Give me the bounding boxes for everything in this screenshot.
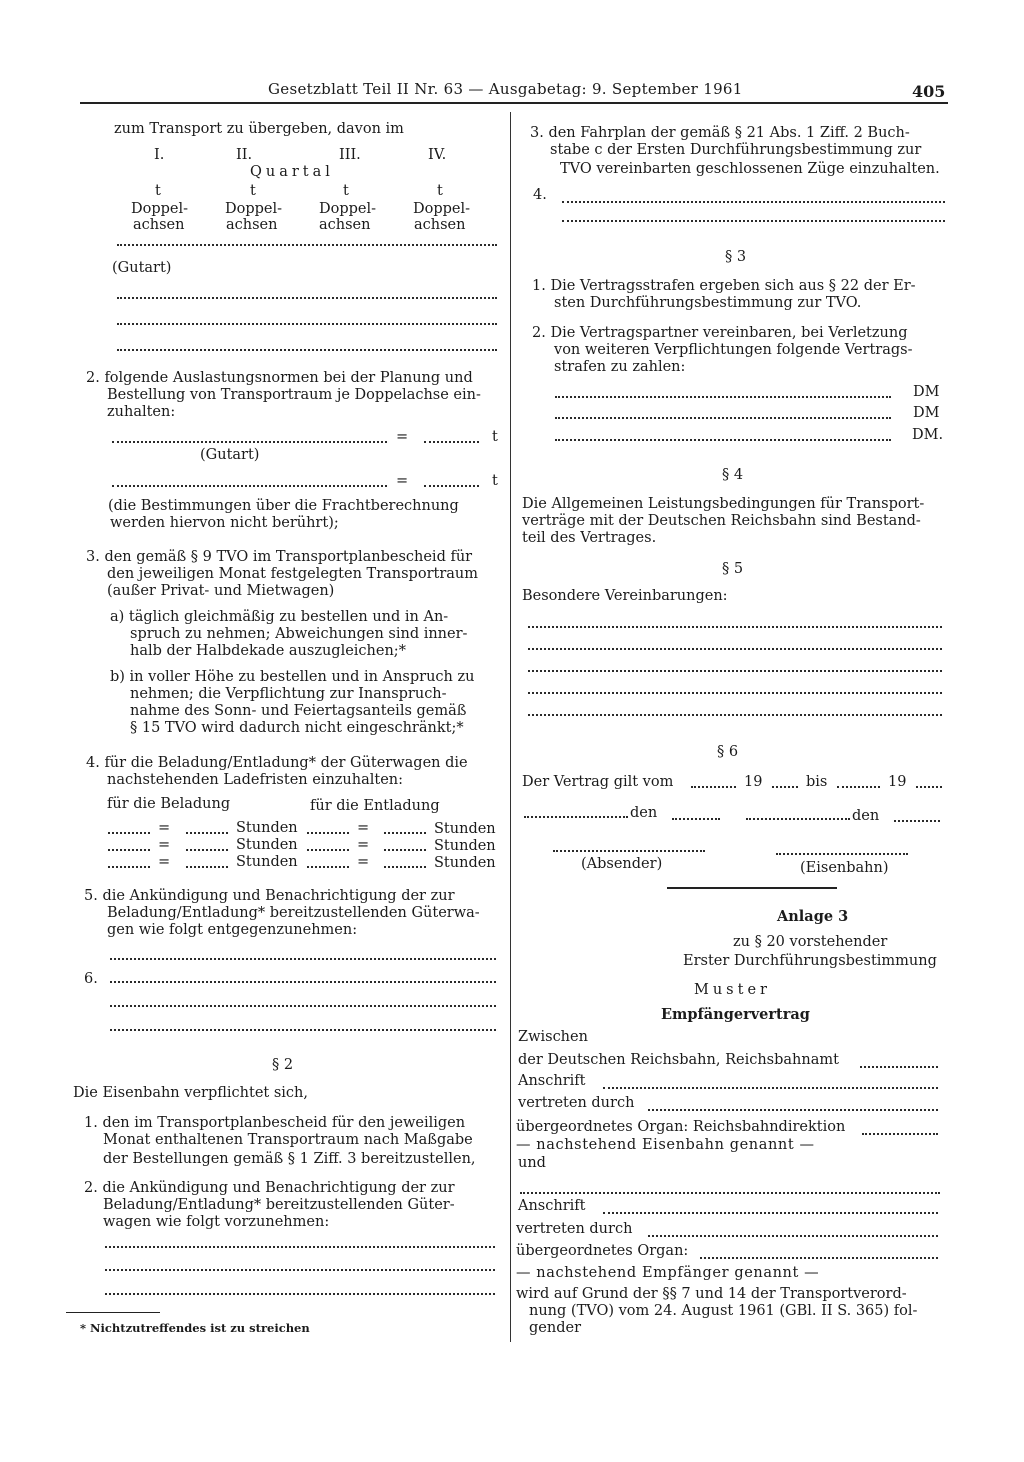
note-line: (die Bestimmungen über die Frachtberechnung <box>108 498 459 514</box>
quarter-4: IV. <box>428 147 447 163</box>
section-4-heading: § 4 <box>722 467 744 483</box>
reichsbahn-label: der Deutschen Reichsbahn, Reichsbahnamt <box>518 1052 839 1068</box>
dotted-line <box>603 1087 938 1089</box>
item-5-line: gen wie folgt entgegenzunehmen: <box>107 922 358 938</box>
dotted-line <box>110 1005 496 1007</box>
vertrag-gilt-label: Der Vertrag gilt vom <box>522 774 674 790</box>
right-item-4: 4. <box>533 187 547 203</box>
dotted-line <box>186 849 228 851</box>
quartal-label: Quartal <box>250 164 334 180</box>
doppel-label: Doppel- <box>413 201 471 217</box>
dotted-line <box>691 786 736 788</box>
dotted-line <box>672 818 720 820</box>
column-divider <box>510 112 511 1342</box>
dotted-line <box>110 958 496 960</box>
item-5-line: Beladung/Entladung* bereitzustellenden Güterwa- <box>107 905 480 921</box>
achsen-label: achsen <box>319 217 371 233</box>
achsen-label: achsen <box>226 217 278 233</box>
equals-sign: = <box>357 854 370 870</box>
unit-t: t <box>437 183 443 199</box>
dotted-line <box>424 485 479 487</box>
dotted-line <box>916 786 942 788</box>
dotted-line <box>562 201 945 203</box>
signature-line <box>553 850 705 852</box>
dotted-line <box>528 714 942 716</box>
eisenbahn-item-1-line: 1. den im Transportplanbescheid für den jeweiligen <box>84 1115 466 1131</box>
bis-label: bis <box>806 774 828 790</box>
currency-dm: DM <box>913 405 940 421</box>
item-6: 6. <box>84 971 98 987</box>
dotted-line <box>105 1246 495 1248</box>
section-rule <box>667 887 837 889</box>
den-label: den <box>630 805 658 821</box>
year-prefix: 19 <box>744 774 763 790</box>
dotted-line <box>117 323 497 325</box>
contract-title: Empfängervertrag <box>661 1006 810 1023</box>
vertreten-label: vertreten durch <box>516 1221 633 1237</box>
beladung-label: für die Beladung <box>107 796 231 812</box>
section-5-heading: § 5 <box>722 561 744 577</box>
item-2-line: Bestellung von Transportraum je Doppelachse ein- <box>107 387 481 403</box>
dotted-line <box>528 670 942 672</box>
year-prefix: 19 <box>888 774 907 790</box>
absender-label: (Absender) <box>581 856 663 872</box>
dotted-line <box>528 648 942 650</box>
dotted-line <box>110 981 496 983</box>
section-3-item-1-line: sten Durchführungsbestimmung zur TVO. <box>554 295 862 311</box>
right-item-3-line: stabe c der Ersten Durchführungsbestimmung zur <box>550 142 922 158</box>
dotted-line <box>384 866 426 868</box>
note-line: werden hiervon nicht berührt); <box>110 515 339 531</box>
item-3-line: (außer Privat- und Mietwagen) <box>107 583 335 599</box>
final-text-line: gender <box>529 1320 581 1336</box>
unit-t: t <box>343 183 349 199</box>
item-3b-line: nahme des Sonn- und Feiertagsanteils gemäß <box>130 703 467 719</box>
dotted-line <box>700 1257 938 1259</box>
equals-sign: = <box>396 429 409 445</box>
unit-t: t <box>155 183 161 199</box>
intro-text: zum Transport zu übergeben, davon im <box>114 121 404 137</box>
dotted-line <box>105 1269 495 1271</box>
item-4-line: nachstehenden Ladefristen einzuhalten: <box>107 772 404 788</box>
quarter-3: III. <box>339 147 361 163</box>
eisenbahn-item-2-line: Beladung/Entladung* bereitzustellenden Güter- <box>103 1197 455 1213</box>
unit-t: t <box>250 183 256 199</box>
organ-label: übergeordnetes Organ: Reichsbahndirektion <box>516 1119 846 1135</box>
page-header-title: Gesetzblatt Teil II Nr. 63 — Ausgabetag: 9. September 1961 <box>268 80 743 98</box>
stunden-label: Stunden <box>434 855 496 871</box>
doppel-label: Doppel- <box>131 201 189 217</box>
eisenbahn-item-1-line: der Bestellungen gemäß § 1 Ziff. 3 bereitzustellen, <box>103 1151 476 1167</box>
dotted-line <box>424 441 479 443</box>
currency-dm: DM <box>913 384 940 400</box>
section-2-heading: § 2 <box>272 1057 294 1073</box>
dotted-line <box>108 832 150 834</box>
besondere-label: Besondere Vereinbarungen: <box>522 588 728 604</box>
dotted-line <box>562 220 945 222</box>
item-2-line: 2. folgende Auslastungsnormen bei der Planung und <box>86 370 473 386</box>
equals-sign: = <box>158 820 171 836</box>
section-3-heading: § 3 <box>725 249 747 265</box>
item-3a-line: halb der Halbdekade auszugleichen;* <box>130 643 406 659</box>
equals-sign: = <box>158 854 171 870</box>
dotted-line <box>307 866 349 868</box>
dotted-line <box>772 786 798 788</box>
dotted-line <box>112 485 387 487</box>
eisenbahn-signature-label: (Eisenbahn) <box>800 860 889 876</box>
dotted-line <box>117 244 497 246</box>
footnote-rule <box>66 1312 160 1313</box>
equals-sign: = <box>396 473 409 489</box>
dotted-line <box>555 417 891 419</box>
dotted-line <box>112 441 387 443</box>
stunden-label: Stunden <box>236 837 298 853</box>
section-4-text-line: teil des Vertrages. <box>522 530 657 546</box>
anlage-heading: Anlage 3 <box>777 908 849 925</box>
right-item-3-line: TVO vereinbarten geschlossenen Züge einzuhalten. <box>560 161 940 177</box>
unit-t: t <box>492 429 498 445</box>
eisenbahn-item-1-line: Monat enthaltenen Transportraum nach Maßgabe <box>103 1132 473 1148</box>
item-5-line: 5. die Ankündigung und Benachrichtigung der zur <box>84 888 455 904</box>
section-4-text-line: Die Allgemeinen Leistungsbedingungen für Transport- <box>522 496 925 512</box>
section-3-item-2-line: strafen zu zahlen: <box>554 359 686 375</box>
stunden-label: Stunden <box>434 838 496 854</box>
dotted-line <box>528 626 942 628</box>
dotted-line <box>117 297 497 299</box>
entladung-label: für die Entladung <box>310 798 440 814</box>
quarter-2: II. <box>236 147 253 163</box>
dotted-line <box>108 866 150 868</box>
unit-t: t <box>492 473 498 489</box>
dotted-line <box>110 1029 496 1031</box>
section-6-heading: § 6 <box>717 744 739 760</box>
page-number: 405 <box>912 82 946 101</box>
dotted-line <box>862 1133 938 1135</box>
item-3a-line: spruch zu nehmen; Abweichungen sind inner- <box>130 626 468 642</box>
final-text-line: wird auf Grund der §§ 7 und 14 der Transportverord- <box>516 1286 907 1302</box>
signature-line <box>776 853 908 855</box>
stunden-label: Stunden <box>236 820 298 836</box>
den-label: den <box>852 808 880 824</box>
und-label: und <box>518 1155 546 1171</box>
dotted-line <box>384 849 426 851</box>
dotted-line <box>648 1235 938 1237</box>
eisenbahn-item-2-line: wagen wie folgt vorzunehmen: <box>103 1214 330 1230</box>
eisenbahn-designation: — nachstehend Eisenbahn genannt — <box>516 1137 815 1153</box>
dotted-line <box>603 1212 938 1214</box>
eisenbahn-intro: Die Eisenbahn verpflichtet sich, <box>73 1085 308 1101</box>
dotted-line <box>528 692 942 694</box>
doppel-label: Doppel- <box>319 201 377 217</box>
anschrift-label: Anschrift <box>518 1198 586 1214</box>
section-4-text-line: verträge mit der Deutschen Reichsbahn sind Bestand- <box>522 513 921 529</box>
equals-sign: = <box>357 820 370 836</box>
footnote-text: * Nichtzutreffendes ist zu streichen <box>80 1321 310 1335</box>
item-3-line: den jeweiligen Monat festgelegten Transportraum <box>107 566 478 582</box>
dotted-line <box>555 439 891 441</box>
empfaenger-designation: — nachstehend Empfänger genannt — <box>516 1265 820 1281</box>
vertreten-label: vertreten durch <box>518 1095 635 1111</box>
item-3-line: 3. den gemäß § 9 TVO im Transportplanbescheid für <box>86 549 473 565</box>
dotted-line <box>108 849 150 851</box>
dotted-line <box>105 1293 495 1295</box>
item-3b-line: § 15 TVO wird dadurch nicht eingeschränkt;* <box>130 720 464 736</box>
stunden-label: Stunden <box>434 821 496 837</box>
right-item-3-line: 3. den Fahrplan der gemäß § 21 Abs. 1 Ziff. 2 Buch- <box>530 125 910 141</box>
dotted-line <box>520 1192 940 1194</box>
doppel-label: Doppel- <box>225 201 283 217</box>
dotted-line <box>307 849 349 851</box>
achsen-label: achsen <box>133 217 185 233</box>
anlage-reference: Erster Durchführungsbestimmung <box>683 953 937 969</box>
gutart-label: (Gutart) <box>112 260 172 276</box>
dotted-line <box>894 820 940 822</box>
dotted-line <box>186 866 228 868</box>
equals-sign: = <box>158 837 171 853</box>
item-3b-line: b) in voller Höhe zu bestellen und in Anspruch zu <box>110 669 475 685</box>
zwischen-label: Zwischen <box>518 1029 588 1045</box>
item-3b-line: nehmen; die Verpflichtung zur Inanspruch- <box>130 686 447 702</box>
dotted-line <box>117 349 497 351</box>
item-3a-line: a) täglich gleichmäßig zu bestellen und in An- <box>110 609 449 625</box>
section-3-item-1-line: 1. Die Vertragsstrafen ergeben sich aus § 22 der Er- <box>532 278 916 294</box>
gutart-label: (Gutart) <box>200 447 260 463</box>
section-3-item-2-line: von weiteren Verpflichtungen folgende Vertrags- <box>554 342 913 358</box>
item-2-line: zuhalten: <box>107 404 176 420</box>
dotted-line <box>555 396 891 398</box>
dotted-line <box>860 1066 938 1068</box>
dotted-line <box>186 832 228 834</box>
section-3-item-2-line: 2. Die Vertragspartner vereinbaren, bei Verletzung <box>532 325 908 341</box>
header-rule <box>80 102 948 104</box>
organ-label: übergeordnetes Organ: <box>516 1243 689 1259</box>
dotted-line <box>524 816 628 818</box>
dotted-line <box>384 832 426 834</box>
dotted-line <box>648 1109 938 1111</box>
final-text-line: nung (TVO) vom 24. August 1961 (GBl. II S. 365) fol- <box>529 1303 918 1319</box>
anlage-reference: zu § 20 vorstehender <box>733 934 888 950</box>
eisenbahn-item-2-line: 2. die Ankündigung und Benachrichtigung der zur <box>84 1180 455 1196</box>
stunden-label: Stunden <box>236 854 298 870</box>
item-4-line: 4. für die Beladung/Entladung* der Güterwagen die <box>86 755 468 771</box>
currency-dm: DM. <box>912 427 944 443</box>
dotted-line <box>307 832 349 834</box>
achsen-label: achsen <box>414 217 466 233</box>
muster-label: Muster <box>694 982 771 998</box>
dotted-line <box>746 818 850 820</box>
quarter-1: I. <box>154 147 165 163</box>
dotted-line <box>837 786 880 788</box>
equals-sign: = <box>357 837 370 853</box>
anschrift-label: Anschrift <box>518 1073 586 1089</box>
